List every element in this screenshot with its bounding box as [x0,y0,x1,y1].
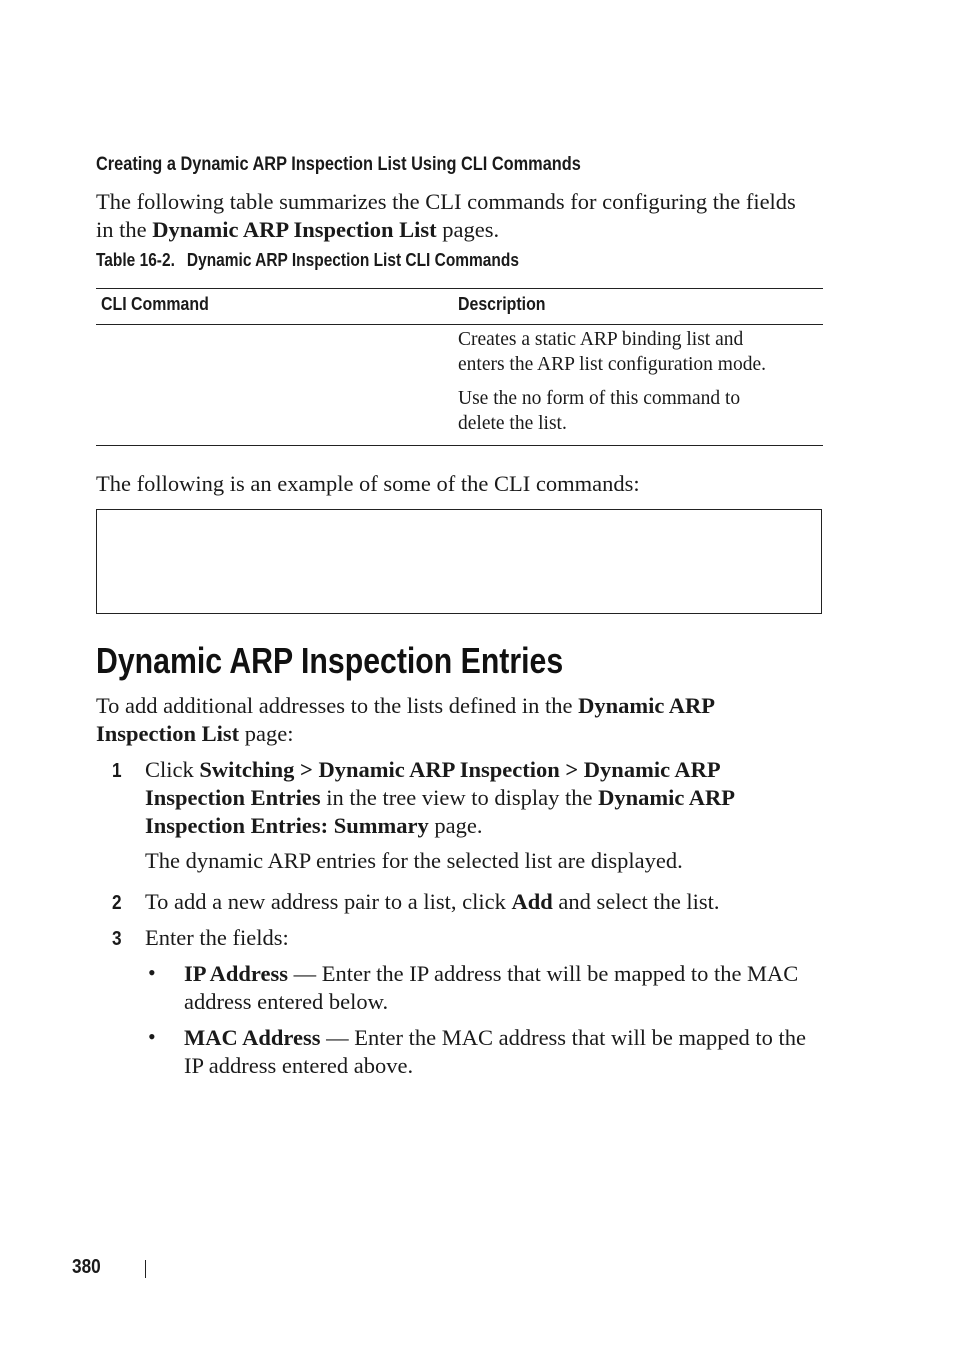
table-caption [96,250,519,271]
table-cell-description: Creates a static ARP binding list and enters the ARP list configuration mode. Use the no form of this command to delete the list. [458,329,766,434]
table-caption-title: Dynamic ARP Inspection List CLI Commands [186,250,519,270]
page-number: 380 [72,1256,101,1278]
step-1-text: Click Switching > Dynamic ARP Inspection > Dynamic ARP Inspection Entries in the tree view to display the Dynamic ARP Inspection Entries: Summary page. [145,757,735,838]
entries-heading: Dynamic ARP Inspection Entries [96,640,564,681]
intro-line-1: The following table summarizes the CLI commands for configuring the fields [96,189,796,214]
table-header-description: Description [458,293,546,314]
table-bottom-rule [96,445,823,446]
step-2-text: To add a new address pair to a list, click Add and select the list. [145,889,720,914]
footer-separator [145,1260,146,1278]
intro-line-2: in the Dynamic ARP Inspection List pages. [96,217,500,242]
example-intro: The following is an example of some of the CLI commands: [96,471,640,496]
step-1-number: 1 [112,760,122,782]
table-header-rule [96,324,823,325]
bullet-2-text: MAC Address — Enter the MAC address that will be mapped to the IP address entered above. [184,1025,807,1078]
section-heading: Creating a Dynamic ARP Inspection List Using CLI Commands [96,154,581,175]
intro-bold-term: Dynamic ARP Inspection List [152,217,437,242]
step-2-number: 2 [112,892,122,914]
bullet-2-marker: • [148,1024,156,1049]
example-code-box [96,509,822,614]
step-1-note: The dynamic ARP entries for the selected list are displayed. [145,848,683,873]
step-3-number: 3 [112,928,122,950]
table-top-rule [96,288,823,289]
intro-paragraph [96,188,796,244]
step-3-text: Enter the fields: [145,925,289,950]
table-caption-number: Table 16-2. [96,250,175,270]
bullet-1-text: IP Address — Enter the IP address that will be mapped to the MAC address entered below. [184,961,799,1014]
table-header-command: CLI Command [101,293,209,314]
bullet-1-marker: • [148,960,156,985]
entries-intro: To add additional addresses to the lists defined in the Dynamic ARP Inspection List page: [96,693,715,746]
